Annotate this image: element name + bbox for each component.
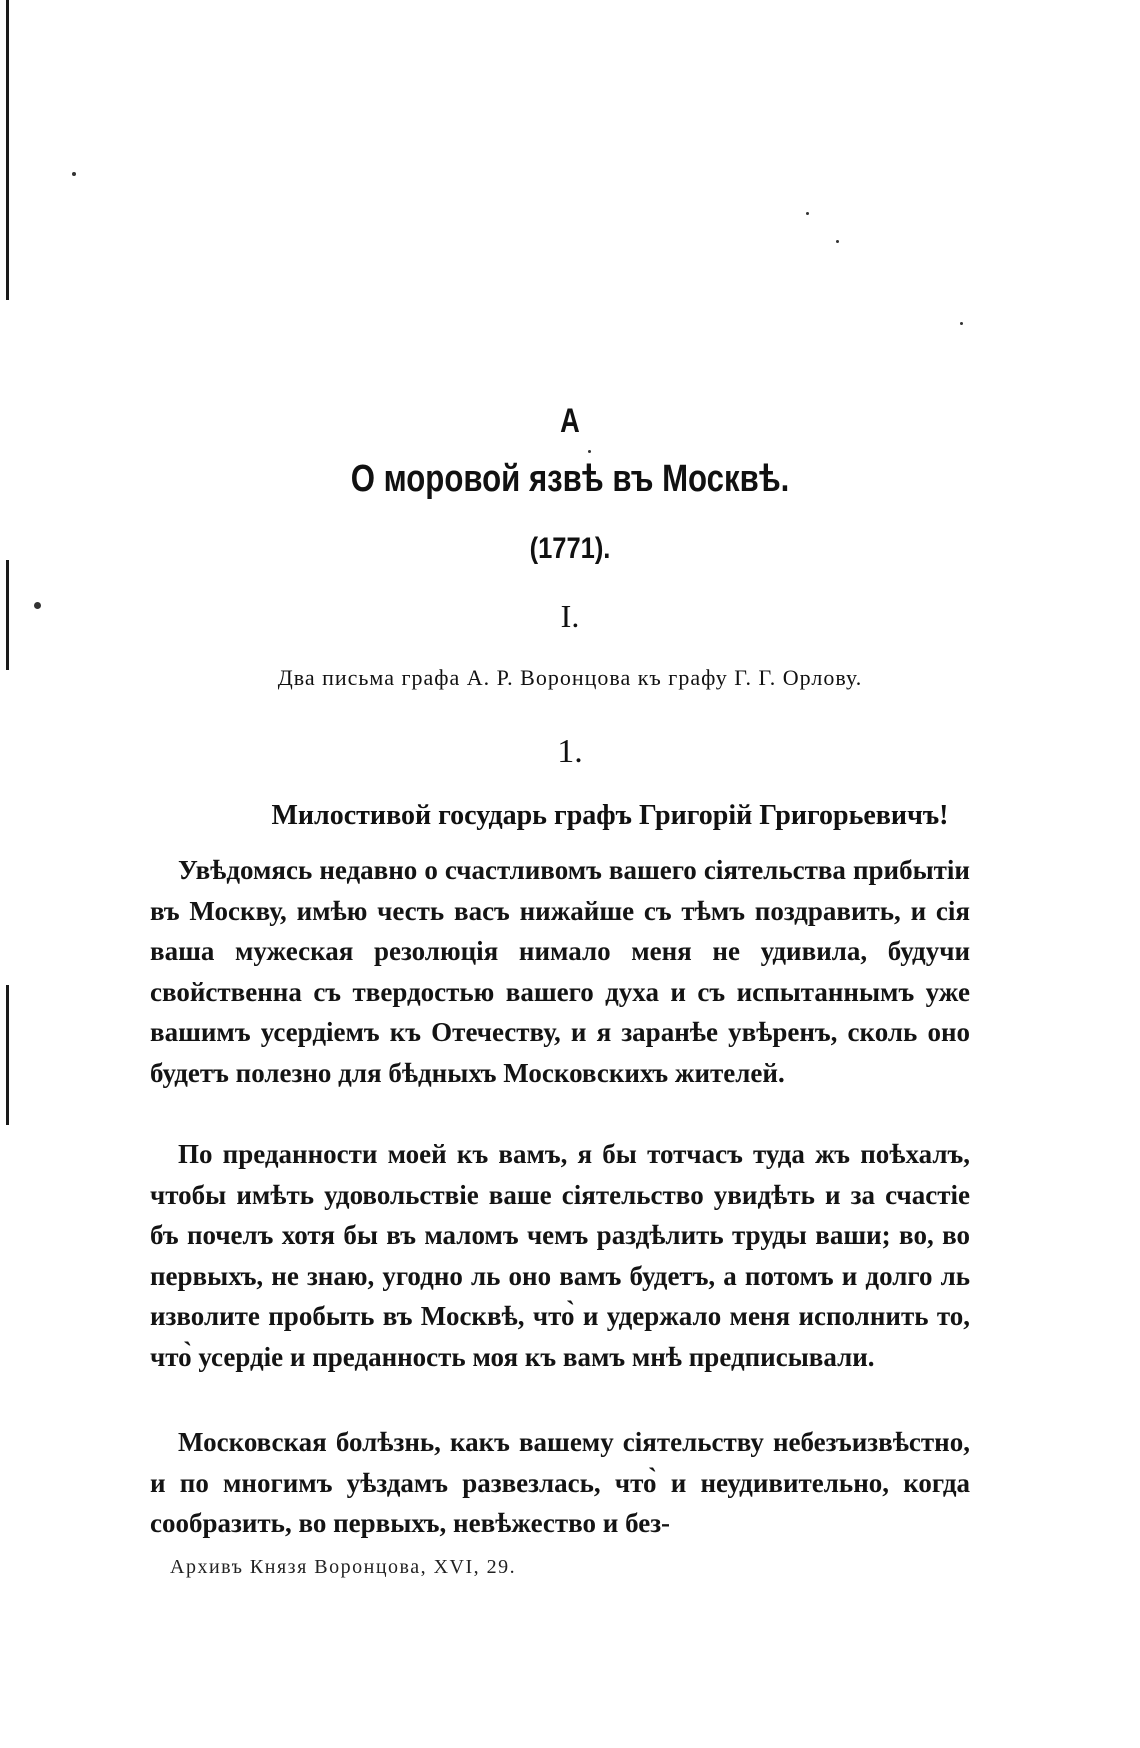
section-letter: А (560, 402, 580, 440)
footer-signature-line: Архивъ Князя Воронцова, XVI, 29. (170, 1556, 517, 1578)
scan-speck (806, 212, 809, 215)
paragraph-1: Увѣдомясь недавно о счастливомъ вашего сіятельства прибытіи въ Москву, имѣю честь васъ нижайше съ тѣмъ поздравить, и сія ваша мужеская резолюція нимало меня не удивила, будучи свойственна съ твердостью вашего духа и съ испытаннымъ уже вашимъ усердіемъ къ Отечеству, и я заранѣе увѣренъ, сколь оно будетъ полезно для бѣдныхъ Московскихъ жителей. (150, 855, 970, 1088)
page-title: О моровой язвѣ въ Москвѣ. (350, 458, 790, 500)
roman-numeral-heading: I. (560, 598, 580, 634)
scan-speck (836, 240, 839, 243)
scan-speck (588, 450, 591, 453)
paragraph-2: По преданности моей къ вамъ, я бы тотчасъ туда жъ поѣхалъ, чтобы имѣть удовольствіе ваше сіятельство увидѣть и за счастіе бъ почелъ хотя бы въ маломъ чемъ раздѣлить труды ваши; во, во первыхъ, не знаю, угодно ль оно вамъ будетъ, а потомъ и долго ль изволите пробыть въ Москвѣ, что̀ и удержало меня исполнить то, что̀ усердіе и преданность моя къ вамъ мнѣ предписывали. (150, 1139, 970, 1372)
scan-speck (960, 322, 963, 325)
subtitle: Два письма графа А. Р. Воронцова къ графу Г. Г. Орлову. (277, 665, 863, 690)
salutation: Милостивой государь графъ Григорій Григорьевичъ! (271, 800, 949, 831)
year: (1771). (529, 532, 611, 565)
letter-number: 1. (557, 733, 583, 770)
paragraph-3: Московская болѣзнь, какъ вашему сіятельству небезъизвѣстно, и по многимъ уѣздамъ развезлась, что̀ и неудивительно, когда сообразить, во первыхъ, невѣжество и без- (150, 1427, 970, 1538)
scan-edge-line-top (6, 0, 9, 300)
scan-speck (72, 172, 76, 176)
scan-edge-line-lower (6, 985, 9, 1125)
